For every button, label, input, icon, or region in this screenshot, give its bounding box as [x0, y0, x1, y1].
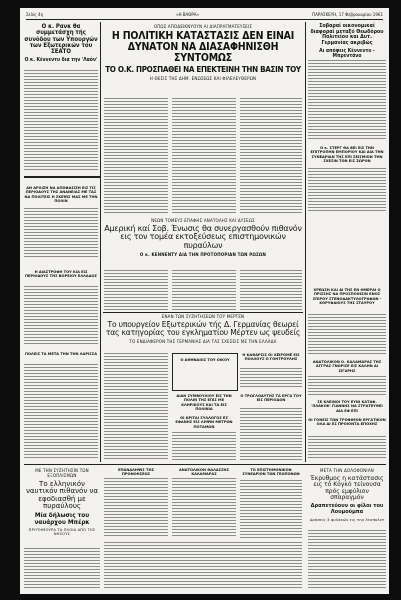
brief-headline: ΑΝΑΤΟΛΙΚΟΝ ΘΑΛΑΣΣΗΣ ΚΑΛΑΜΑΡΑΣ [178, 468, 230, 477]
newspaper-page [20, 8, 389, 594]
brief-headline: ΣΕ ΚΛΕΙΝΟΙ ΤΟΥ ΕΥΝΙ ΚΑΤΑΦ. 'ΠΛΑΚΟΚ' ΓΙΑΝΝΗΣ ΝΑ ΣΤΡΑΤΕΥΘΕΙ ΔΙΑ ΕΦ ΕΠΙ [311, 400, 383, 413]
kicker: ΟΠΩΣ ΑΠΟΔΕΙΚΝΥΟΥΝ ΑΙ ΔΙΑΠΡΑΓΜΑΤΕΥΣΕΙΣ [153, 24, 253, 29]
right-brief-5 [308, 418, 386, 427]
brief-headline: ΔΙΑΝ ΣΥΜΒΟΥΛΙΟΥ ΕΙΣ ΤΗΝ ΠΟΛΙΝ ΤΗΣ ΕΠΙΣ ΜΕ ΚΛΗΡΙΚΟΥΣ ΚΑΙ ΤΑ ΕΙΣ ΠΟΛΙΝΙΑ [176, 394, 232, 411]
left-brief-2 [24, 270, 98, 279]
story-germany-finance [308, 24, 386, 60]
story-kalamaras [172, 468, 236, 477]
brief-headline: ΟΙ ΚΡΙΤΑΙ ΣΥΛΛΟΓΟΣ ΕΣ ΕΦΑΝΗΣ ΕΙΣ ΛΗΨΙΝ ΜΕΤΡΩΝ ΠΟΤΑΜΩΝ [175, 416, 233, 429]
story-space-cooperation [103, 218, 303, 257]
kicker: ΕΝΑΝ ΤΩΝ ΣΥΖΗΤΗΣΕΩΝ ΤΟΥ ΜΕΡΤΕΝ [161, 314, 245, 319]
right-brief-2 [308, 288, 386, 305]
subheadline: Δράσεις 3 φυλακών εις την Λεοπολντ [309, 517, 385, 522]
story-council [172, 394, 236, 411]
story-rank-seato [24, 24, 98, 64]
brief-headline: ΑΝ ΑΡΧΙΖΗ ΝΑ ΑΠΟΦΑΣΙΖΗ ΕΙΣ ΤΙΣ ΠΕΡΙΟΔΟΥΣ ΤΗΣ ΑΝΑΝΕΙΑΣ ΜΕ ΤΑΣ ΝΑ ΠΟΛΙΤΕΙΣ Η ΣΚΕΨΙΣ ΜΑΣ ΜΕ ΤΗΝ ΠΟΛΙΝ [24, 186, 98, 203]
box-athenian [172, 353, 238, 391]
subheadline: Ο κ. Κέννεντυ δια την 'Λαόν' [24, 57, 98, 64]
story-repetition [104, 468, 168, 477]
kicker: ΝΕΩΝ ΤΟΜΕΥΣ ΕΠΑΦΗΣ ΑΝΑΤΟΛΗΣ ΚΑΙ ΔΥΣΕΩΣ [151, 218, 255, 223]
lead-headline: Η ΠΟΛΙΤΙΚΗ ΚΑΤΑΣΤΑΣΙΣ ΔΕΝ ΕΙΝΑΙ ΔΥΝΑΤΟΝ ΝΑ ΔΙΑΣΑΦΗΝΙΣΘΗ ΣΥΝΤΟΜΩΣ [111, 30, 295, 65]
story-merten [103, 314, 303, 344]
brief-headline: ΑΝΑΤΟΛΙΚΟΝ Ο. ΚΑΛΑΜΑΡΑΣ ΤΗΣ ΑΓΓΡΑΣ ΓΝΩΡΙΣΕ ΕΙΣ ΚΑΛΗΝ ΔΙ ΣΙΓΑΡΗΣ [312, 360, 382, 373]
lead-sub: Η ΘΕΣΙΣ ΤΗΣ ΔΗΜ. ΕΝΩΣΕΩΣ ΚΑΙ ΦΙΛΕΛΕΥΘΕΡΩΝ [149, 76, 257, 82]
right-brief-1 [308, 146, 386, 163]
lead-deck: ΤΟ Ο.Κ. ΠΡΟΣΠΑΘΕΙ ΝΑ ΕΠΕΚΤΕΙΝΗ ΤΗΝ ΒΑΣΙΝ ΤΟΥ [105, 65, 301, 75]
right-brief-3 [308, 360, 386, 373]
box-headline: Ο ΑΘΗΝΑΙΟΣ ΤΟΥ ΟΙΚΟΥ [180, 358, 230, 362]
issue-date: ΠΑΡΑΣΚΕΥΗ, 17 Φεβρουαρίου 1961 [312, 12, 383, 17]
brief-headline: ΤΟ ΕΠΙΣΤΗΜΟΝΙΚΟΝ ΣΥΝΕΔΡΙΟΝ ΤΩΝ ΓΕΩΠΟΝΩΝ [242, 468, 300, 477]
left-brief-3 [24, 352, 98, 356]
story-judges [172, 416, 236, 429]
story-navy-missiles [24, 468, 100, 536]
subheadline: Αι απόψεις Κέννεντυ - Μπρεντάνο [319, 48, 375, 60]
headline: Σοβαραί οικονομικαί διαφοραί μεταξύ Θεωδόρου Πολιτείου και Δυτ. Γερμανίας ακριβώς [310, 23, 384, 46]
page-number: Σελίς 4η [26, 12, 44, 17]
brief-headline: Η ΔΙΑΣΤΡΟΦΗ ΤΟΥ ΚΙΑ ΕΙΣ ΠΕΡΙΟΔΟΥΣ ΤΗΣ ΒΟΡΕΙΟΥ ΕΛΛΑΔΟΣ [24, 270, 98, 279]
lead-story [103, 24, 303, 81]
brief-headline: Η ΚΑΘΑΡΣΙΣ ΟΙ ΧΕΙΡΟΜΕ ΕΙΣ ΠΟΛΛΟΥΣ Ο ΓΟΗΤΡΟΥΛΗΣ [242, 353, 300, 362]
headline: Ο κ. Ρανκ θα συμμετάσχη τής συνόδου των Υπουργών των Εξωτερικών του ΣΕΑΤΟ [24, 23, 98, 56]
brief-headline: ΕΠΑΝΑΛΗΨΙΣ ΤΗΣ ΠΡΟΝΟΗΣΕΩΣ [118, 468, 154, 477]
deck: Δραπετεύουν οι φίλοι του Λουμούμπα [310, 503, 384, 516]
subheadline: ΤΟ ΕΝΔΙΑΦΕΡΟΝ ΤΗΣ ΓΕΡΜΑΝΙΑΣ ΔΙΑ ΤΑΣ ΣΧΕΣΕΙΣ ΜΕ ΤΗΝ ΕΛΛΑΔΑ [129, 338, 277, 344]
subheadline: ΠΡΟΤΗΜΟΥΡΑ ΤΑ ΠΛΟΙΑ ΑΠΟ ΤΗΣ ΝΗΣΟΥΣ [28, 527, 96, 536]
headline: Το ελληνικόν ναυτικόν πιθανόν να εφοδιασθή με πυραύλους [25, 480, 99, 511]
headline: Το υπουργείον Εξωτερικών τής Δ. Γερμανίας θεωρεί τας κατηγορίας του εγκληματίου Μέρτεν ως ψευδείς [105, 320, 301, 337]
running-header [26, 11, 383, 20]
story-congress [240, 468, 302, 477]
brief-headline: Ο κ. ΣΤΕΡΓ ΘΑ ΒΕΙ ΕΙΣ ΤΗΝ ΕΠΙΤΡΟΠΗΝ ΕΜΠΟΡΙΟΥ ΚΑΙ ΔΙΑ ΤΗΝ ΣΥΝΕΔΡΙΑΝ ΤΗΣ ΕΠΙ ΣΕΙΣΜΙΟΝ ΤΗΝ ΣΧΕΣΙΝ ΤΟΝ ΕΙΣ ΖΩΡΟΝ [310, 146, 384, 163]
brief-headline: ΧΡΕΩΣΗ ΚΑΙ ΔΙ ΤΗΣ ΕΝ ΗΜΕΡΑΙ Ο ΠΡΙΣΣΗΣ ΝΑ ΠΡΟΣΠΟΙΗΣΙΝ ΕΝΟΣ ΣΠΙΡΟΥ ΣΤΕΝΟΔΑΚΤΥΛΟΓΡΑΦΩΝ - ΚΟΡΥΦΑΙΟΥΣ ΤΗΣ ΣΤΑΥΡΟΥ [312, 288, 382, 305]
kicker: ΜΕΤΑ ΤΗΝ ΔΟΛΟΦΟΝΙΑΝ [320, 468, 374, 473]
right-brief-4 [308, 400, 386, 413]
headline: Έκρυθμος η κατάστασις εις τό Κογκό τείνουσα πρός εμφύλιον σπαραγμόν [310, 475, 384, 501]
deck: Μία δήλωσις του ναυάρχου Μπέρκ [34, 511, 90, 527]
subheadline: Ο κ. ΚΕΝΝΕΝΤΥ ΔΙΑ ΤΗΝ ΠΡΟΤΟΠΟΡΙΑΝ ΤΩΝ ΡΩΣΩΝ [139, 252, 267, 258]
headline: Αμερική καί Σοβ. Ένωσις θα συνεργασθούν πιθανόν εις τον τομέα εκτοξεύσεως επιστημονικών πυραύλων [104, 224, 302, 250]
left-brief-1 [24, 186, 98, 203]
brief-headline: ΟΙ ΓΟΝΕΙΣ ΤΩΝ ΤΡΟΦΙΜΟΝ ΕΡΓΑΤΙΚΟΝ ΟΛΑ ΔΙ ΕΣ ΠΡΟΙΟΝΤΑ ΕΠΟΧΗΣ [308, 418, 386, 427]
story-congo [308, 468, 386, 522]
kicker: ΜΕ ΤΗΝ ΣΥΖΗΤΗΣΙΝ ΤΩΝ ΕΞΟΠΛΙΣΜΩΝ [35, 468, 89, 478]
brief-headline: ΠΟΛΕΙΣ ΤΑ ΜΕΤΑ ΤΗΝ ΤΗΝ ΛΑΡΙΣΣΑ [24, 352, 97, 356]
paper-name: «Η ΒΑΘΡΑ» [176, 12, 199, 17]
story-troglodyte [240, 394, 302, 403]
story-katharsis [240, 353, 302, 362]
brief-headline: Ο ΤΡΩΓΛΟΔΥΤΗΣ ΤΑ ΕΡΓΑ ΤΟΥ ΕΙΣ ΠΕΡΙΟΔΟΝ [240, 394, 302, 403]
